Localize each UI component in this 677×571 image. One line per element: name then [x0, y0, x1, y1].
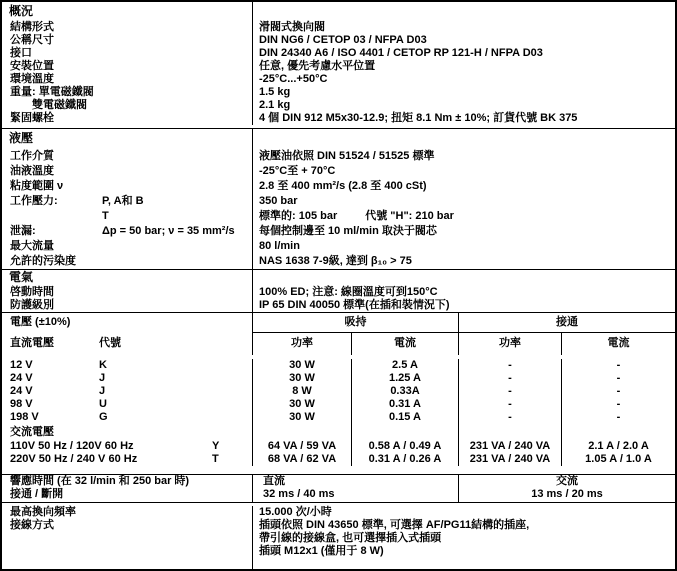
spec-value: 4 個 DIN 912 M5x30-12.9; 扭矩 8.1 Nm ± 10%; 訂貨代號 BK 375: [259, 112, 578, 124]
table-row: [2, 372, 675, 385]
spec-label: 環境溫度: [10, 73, 54, 85]
on-current-cell: 1.05 A / 1.0 A: [585, 453, 652, 465]
column-group-switch-on: 接通: [556, 316, 578, 328]
spec-row: [2, 254, 675, 269]
response-time-section: [2, 475, 675, 503]
table-row: [2, 385, 675, 398]
spec-row: [2, 73, 675, 86]
dc-response-value: 32 ms / 40 ms: [263, 488, 335, 500]
spec-label: 允許的污染度: [10, 255, 76, 267]
hold-current-cell: 0.31 A: [352, 398, 459, 411]
voltage-value: 198 V: [10, 411, 39, 423]
hold-current-cell: 0.31 A / 0.26 A: [352, 453, 459, 466]
spec-value: 100% ED; 注意: 線圈溫度可到150°C: [259, 286, 438, 298]
spec-label: 安裝位置: [10, 60, 54, 72]
spec-row: [2, 239, 675, 254]
voltage-table-title: 電壓 (±10%): [10, 316, 71, 328]
spec-row: [2, 299, 675, 312]
spec-row: [2, 149, 675, 164]
column-group-hold: 吸持: [253, 313, 459, 332]
spec-value: DIN 24340 A6 / ISO 4401 / CETOP RP 121-H / NFPA D03: [259, 47, 543, 59]
spec-label: 接線方式: [10, 519, 54, 531]
spec-label: 泄漏:: [10, 225, 36, 237]
voltage-table: [2, 313, 675, 475]
hold-power-cell: 68 VA / 62 VA: [253, 453, 352, 466]
voltage-value: 98 V: [10, 398, 33, 410]
table-row: [2, 359, 675, 372]
hold-power-cell: 64 VA / 59 VA: [253, 440, 352, 453]
column-header-current: 電流: [352, 333, 459, 355]
voltage-value: 220V 50 Hz / 240 V 60 Hz: [10, 453, 138, 465]
response-time-label: 響應時間 (在 32 l/min 和 250 bar 時): [10, 475, 190, 487]
code-value: G: [99, 411, 108, 423]
spec-row: [2, 194, 675, 209]
spec-label: 防護級別: [10, 299, 54, 311]
code-value: J: [99, 372, 106, 384]
spec-value: 插頭 M12x1 (僅用于 8 W): [259, 545, 384, 557]
spec-label: 最高換向頻率: [10, 506, 76, 518]
ac-voltage-heading: 交流電壓: [10, 426, 54, 438]
spec-row: [2, 209, 675, 224]
spec-label: 重量: 單電磁鐵閥: [10, 86, 94, 98]
spec-value: 80 l/min: [259, 240, 300, 252]
hold-current-cell: 1.25 A: [352, 372, 459, 385]
on-current-cell: -: [616, 372, 621, 384]
spec-label: 工作壓力:: [10, 195, 58, 207]
voltage-value: 24 V: [10, 385, 33, 397]
code-value: T: [212, 453, 219, 465]
section-hydraulic-title: 液壓: [9, 131, 34, 145]
spec-row: [2, 47, 675, 60]
on-off-label: 接通 / 斷開: [10, 488, 64, 500]
spec-row: [2, 112, 675, 125]
voltage-value: 24 V: [10, 372, 33, 384]
hold-current-cell: 2.5 A: [352, 359, 459, 372]
spec-value: 2.1 kg: [259, 99, 291, 111]
section-hydraulic: [2, 129, 675, 270]
hold-current-cell: 0.15 A: [352, 411, 459, 424]
spec-value: 液壓油依照 DIN 51524 / 51525 標準: [259, 150, 435, 162]
spec-label: 最大流量: [10, 240, 54, 252]
section-overview-title: 概況: [9, 4, 34, 18]
code-value: Y: [212, 440, 220, 452]
connection-section: [2, 503, 675, 569]
on-power-cell: -: [459, 359, 562, 372]
spec-value: DIN NG6 / CETOP 03 / NFPA D03: [259, 34, 427, 46]
on-current-cell: -: [616, 359, 621, 371]
spec-value: 每個控制邊至 10 ml/min 取決于閥芯: [259, 225, 437, 237]
spec-row: [2, 164, 675, 179]
hold-power-cell: 30 W: [253, 411, 352, 424]
spec-value: 任意, 優先考慮水平位置: [259, 60, 376, 72]
spec-value: -25°C至 + 70°C: [259, 165, 336, 177]
spec-value: -25°C...+50°C: [259, 73, 328, 85]
spec-row: [2, 60, 675, 73]
table-row: [2, 453, 675, 466]
column-header-power: 功率: [253, 333, 352, 355]
hold-current-cell: 0.33A: [352, 385, 459, 398]
table-row: [2, 424, 675, 440]
section-overview: [2, 2, 675, 129]
on-power-cell: -: [459, 398, 562, 411]
table-row: [2, 398, 675, 411]
hold-power-cell: 8 W: [253, 385, 352, 398]
on-current-cell: -: [616, 385, 621, 397]
spec-sublabel: P, A和 B: [102, 195, 144, 207]
section-electrical-title: 電氣: [9, 270, 34, 284]
spec-row: [2, 86, 675, 99]
hold-power-cell: 30 W: [253, 359, 352, 372]
section-electrical: [2, 270, 675, 313]
on-power-cell: -: [459, 385, 562, 398]
spec-value: 350 bar: [259, 195, 298, 207]
spec-sublabel: Δp = 50 bar; ν = 35 mm²/s: [102, 225, 235, 237]
spec-label: 結構形式: [10, 21, 54, 33]
spec-value: 帶引線的接線盒, 也可選擇插入式插頭: [259, 532, 442, 544]
hold-current-cell: 0.58 A / 0.49 A: [352, 440, 459, 453]
spec-value: 滑閥式換向閥: [259, 21, 325, 33]
spec-label: 工作介質: [10, 150, 54, 162]
spec-value: 標準的: 105 bar: [259, 210, 338, 222]
spec-label: 雙電磁鐵閥: [32, 99, 87, 111]
spec-label: 油液溫度: [10, 165, 54, 177]
dc-title: 直流: [263, 475, 285, 487]
spec-row: [2, 224, 675, 239]
on-current-cell: -: [616, 411, 621, 423]
spec-label: 啓動時間: [10, 286, 54, 298]
code-value: U: [99, 398, 107, 410]
on-power-cell: -: [459, 411, 562, 424]
code-value: K: [99, 359, 107, 371]
hold-power-cell: 30 W: [253, 398, 352, 411]
spec-label: 緊固螺栓: [10, 112, 54, 124]
voltage-value: 110V 50 Hz / 120V 60 Hz: [10, 440, 134, 452]
on-current-cell: 2.1 A / 2.0 A: [588, 440, 649, 452]
spec-value-2: 代號 "H": 210 bar: [365, 210, 454, 222]
ac-title: 交流: [556, 475, 578, 487]
on-current-cell: -: [616, 398, 621, 410]
spec-sublabel: T: [102, 210, 109, 222]
voltage-value: 12 V: [10, 359, 33, 371]
spec-value: 2.8 至 400 mm²/s (2.8 至 400 cSt): [259, 180, 427, 192]
spec-value: 插頭依照 DIN 43650 標準, 可選擇 AF/PG11結構的插座,: [259, 519, 530, 531]
on-power-cell: 231 VA / 240 VA: [459, 440, 562, 453]
on-power-cell: -: [459, 372, 562, 385]
on-power-cell: 231 VA / 240 VA: [459, 453, 562, 466]
code-heading: 代號: [99, 337, 121, 349]
table-row: [2, 411, 675, 424]
spec-value: NAS 1638 7-9級, 達到 β₁₀ > 75: [259, 255, 412, 267]
hold-power-cell: 30 W: [253, 372, 352, 385]
spec-row: [2, 34, 675, 47]
spec-row: [2, 21, 675, 34]
spec-label: 粘度範圍 ν: [10, 180, 64, 192]
spec-value: IP 65 DIN 40050 標準(在插和裝情況下): [259, 299, 450, 311]
code-value: J: [99, 385, 106, 397]
table-row: [2, 440, 675, 453]
column-header-current: 電流: [607, 337, 630, 349]
ac-response-value: 13 ms / 20 ms: [531, 488, 603, 500]
spec-row: [2, 179, 675, 194]
column-header-power: 功率: [459, 333, 562, 355]
spec-value: 1.5 kg: [259, 86, 291, 98]
spec-value: 15.000 次/小時: [259, 506, 332, 518]
spec-row: [2, 286, 675, 299]
dc-voltage-heading: 直流電壓: [10, 337, 54, 349]
spec-label: 接口: [10, 47, 32, 59]
spec-row: [2, 99, 675, 112]
spec-label: 公稱尺寸: [10, 34, 54, 46]
